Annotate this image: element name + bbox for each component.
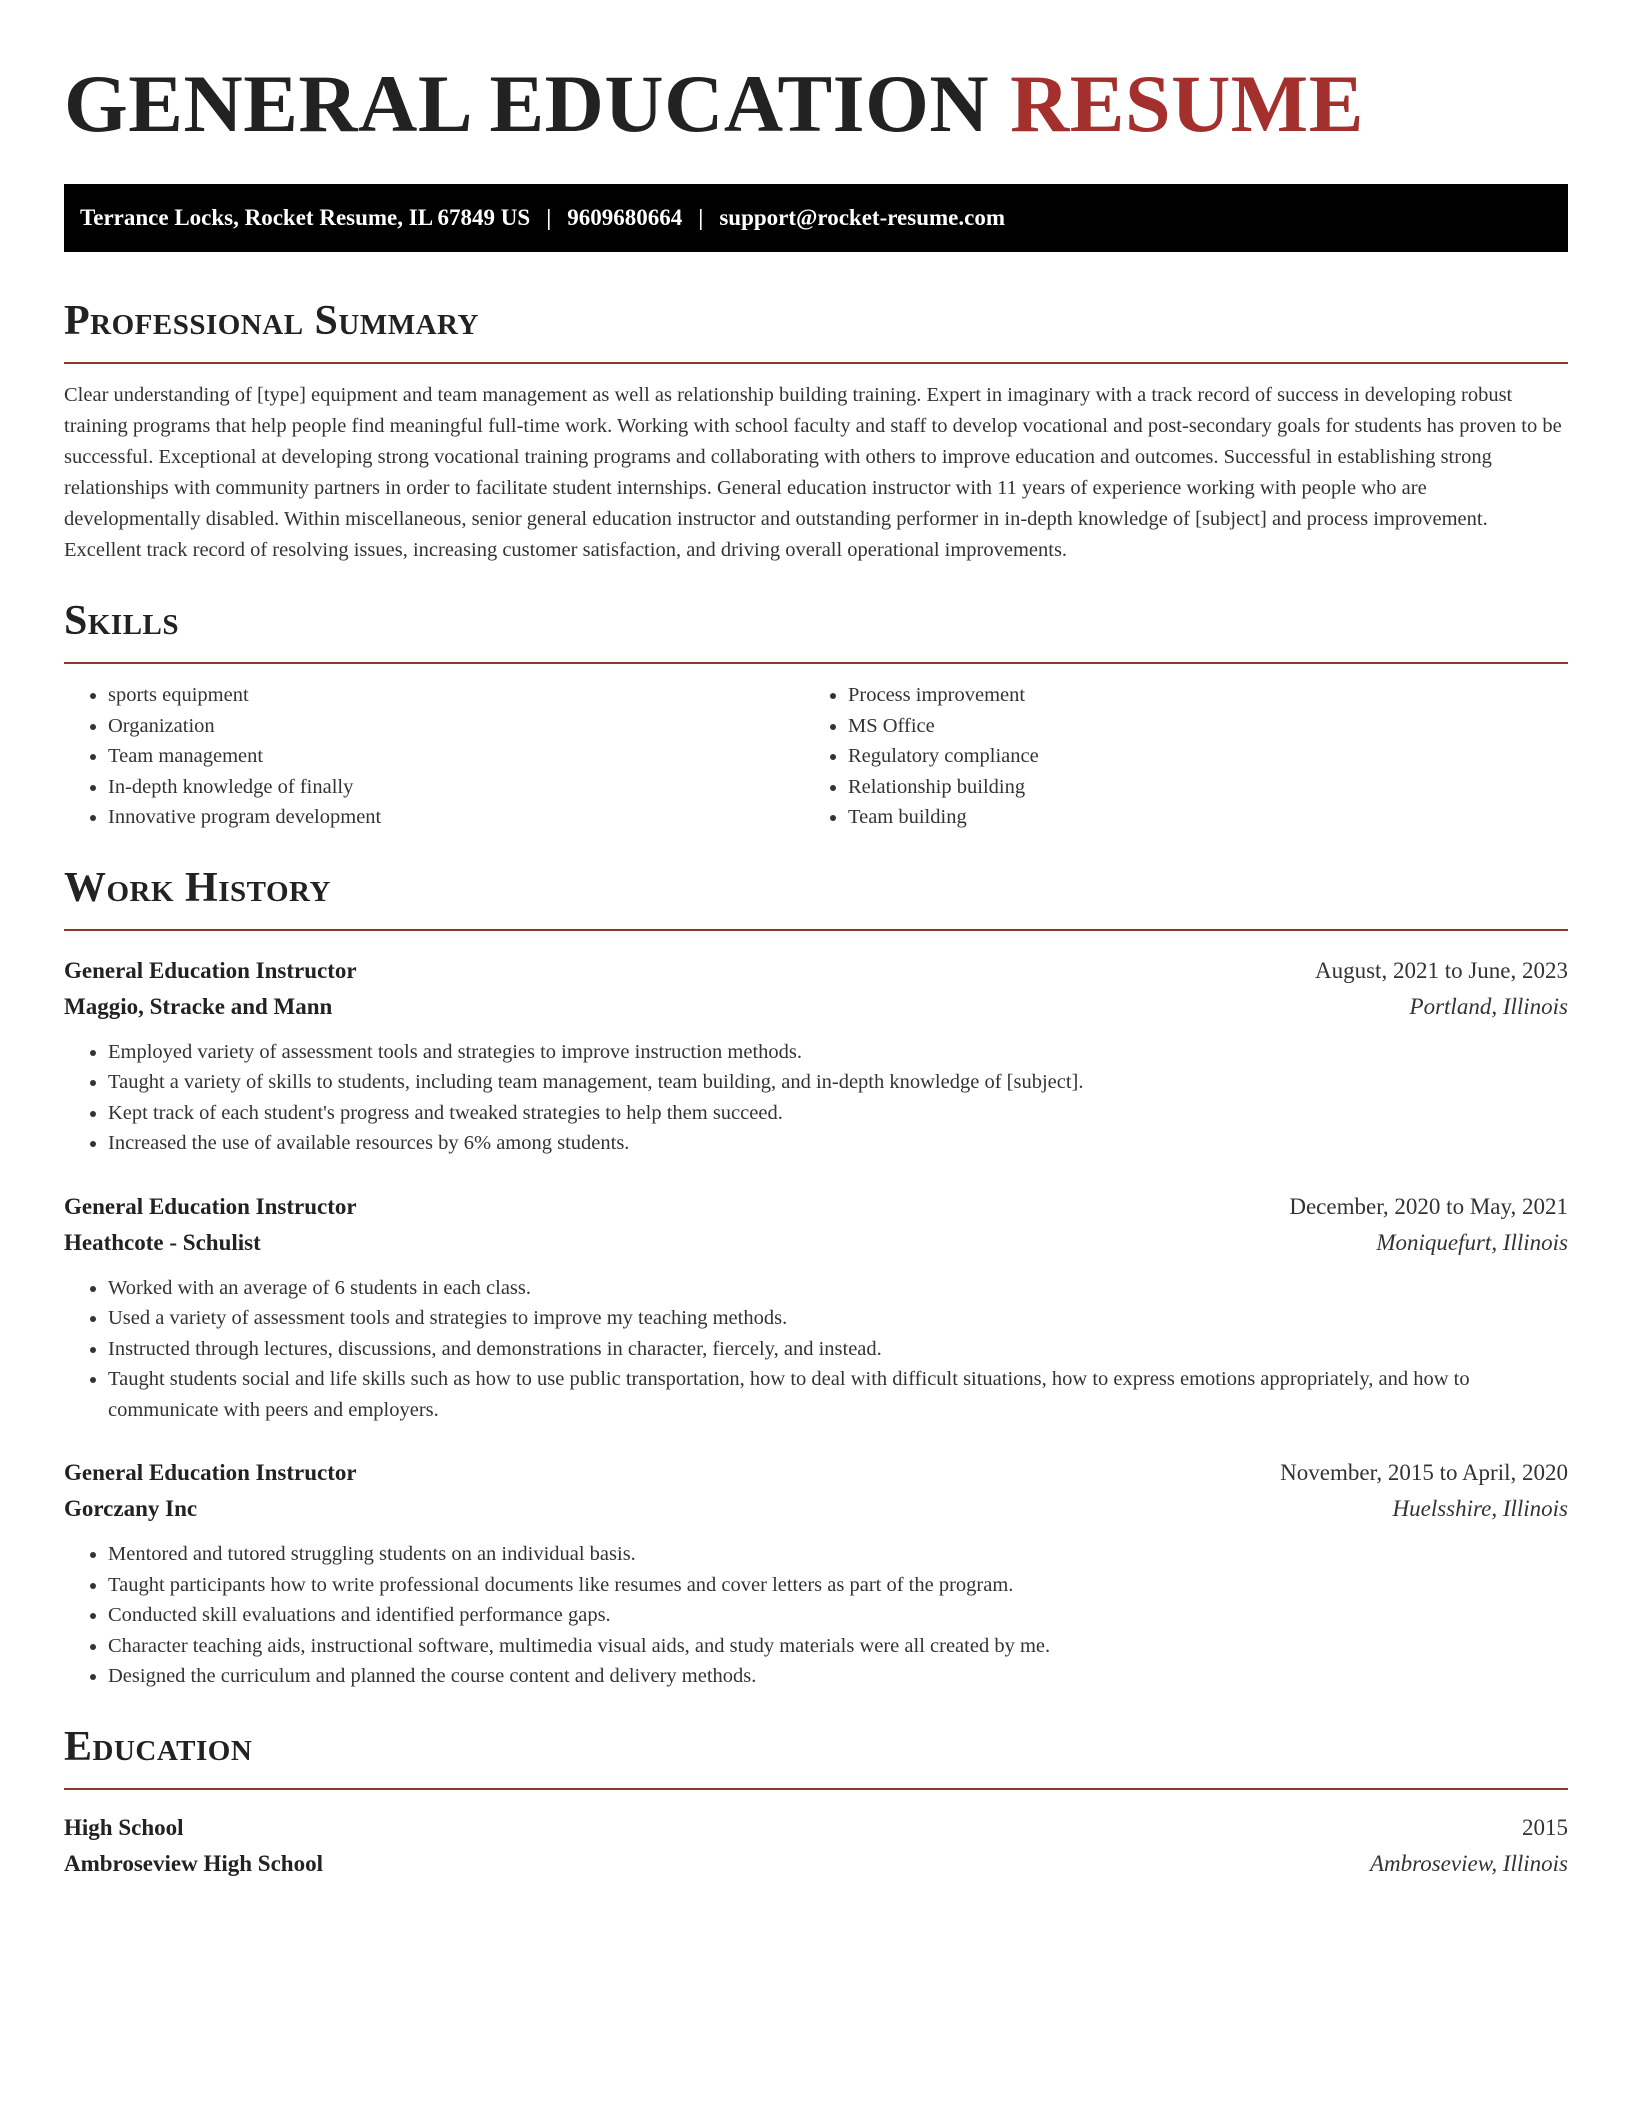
job-duty: • Taught participants how to write professional documents like resumes and cover letters as part of the program. bbox=[108, 1570, 1568, 1601]
title-main: GENERAL EDUCATION bbox=[64, 58, 990, 149]
job-header bbox=[64, 1189, 1568, 1225]
job-location: Moniquefurt, Illinois bbox=[1376, 1229, 1568, 1255]
job-duty: • Character teaching aids, instructional software, multimedia visual aids, and study materials were all created by me. bbox=[108, 1631, 1568, 1662]
skill-item: • Regulatory compliance bbox=[848, 741, 1568, 772]
education-entry bbox=[64, 1810, 1568, 1882]
skill-item: • Relationship building bbox=[848, 772, 1568, 803]
summary-text: Clear understanding of [type] equipment and team management as well as relationship building training. Expert in imaginary with a track record of success in developing robust training programs that help people find meaningful full-time work. Working with school faculty and staff to develop vocational and post-secondary goals for students has proven to be successful. Exceptional at developing strong vocational training programs and collaborating with others to improve education and outcomes. Successful in establishing strong relationships with community partners in order to facilitate student internships. General education instructor with 11 years of experience working with people who are developmentally disabled. Within miscellaneous, senior general education instructor and outstanding performer in in-depth knowledge of [subject] and process improvement. Excellent track record of resolving issues, increasing customer satisfaction, and driving overall operational improvements. bbox=[64, 384, 1562, 561]
job-company: Heathcote - Schulist bbox=[64, 1229, 261, 1255]
job-duty: • Taught a variety of skills to students, including team management, team building, and in-depth knowledge of [subject]. bbox=[108, 1067, 1568, 1098]
job-title: General Education Instructor bbox=[64, 957, 357, 983]
job-duty: • Kept track of each student's progress and tweaked strategies to help them succeed. bbox=[108, 1098, 1568, 1129]
skill-item: • MS Office bbox=[848, 711, 1568, 742]
skill-item: • Organization bbox=[108, 711, 804, 742]
skills-heading: Skills bbox=[64, 598, 180, 644]
job-entry bbox=[64, 1455, 1568, 1692]
job-header bbox=[64, 1455, 1568, 1491]
skills-column-right bbox=[804, 680, 1568, 833]
education-subheader bbox=[64, 1846, 1568, 1882]
job-subheader bbox=[64, 1225, 1568, 1261]
education-school: Ambroseview High School bbox=[64, 1850, 323, 1876]
job-location: Portland, Illinois bbox=[1409, 993, 1568, 1019]
job-entry bbox=[64, 953, 1568, 1159]
summary-heading: Professional Summary bbox=[64, 298, 479, 344]
section-divider bbox=[64, 1788, 1568, 1790]
job-duty: • Designed the curriculum and planned the course content and delivery methods. bbox=[108, 1661, 1568, 1692]
job-duties bbox=[64, 1539, 1568, 1692]
job-duties bbox=[64, 1037, 1568, 1159]
skill-item: • Innovative program development bbox=[108, 802, 804, 833]
contact-separator: | bbox=[698, 205, 704, 230]
job-subheader bbox=[64, 1491, 1568, 1527]
section-divider bbox=[64, 362, 1568, 364]
job-header bbox=[64, 953, 1568, 989]
skill-item: • Process improvement bbox=[848, 680, 1568, 711]
job-duty: • Employed variety of assessment tools and strategies to improve instruction methods. bbox=[108, 1037, 1568, 1068]
education-degree: High School bbox=[64, 1814, 184, 1840]
job-duty: • Taught students social and life skills such as how to use public transportation, how to deal with difficult situations, how to express emotions appropriately, and how to communicate with peers and employers. bbox=[108, 1364, 1568, 1425]
skills-column-left bbox=[64, 680, 804, 833]
job-title: General Education Instructor bbox=[64, 1460, 357, 1485]
skill-item: • In-depth knowledge of finally bbox=[108, 772, 804, 803]
job-duty: • Mentored and tutored struggling students on an individual basis. bbox=[108, 1539, 1568, 1570]
skills-list bbox=[64, 680, 1568, 833]
job-location: Huelsshire, Illinois bbox=[1392, 1496, 1568, 1521]
section-divider bbox=[64, 929, 1568, 931]
contact-email: support@rocket-resume.com bbox=[719, 205, 1005, 230]
skill-item: • Team management bbox=[108, 741, 804, 772]
skill-item: • Team building bbox=[848, 802, 1568, 833]
job-company: Maggio, Stracke and Mann bbox=[64, 993, 333, 1019]
job-dates: November, 2015 to April, 2020 bbox=[1280, 1460, 1568, 1485]
job-duty: • Worked with an average of 6 students in each class. bbox=[108, 1273, 1568, 1304]
contact-separator: | bbox=[546, 205, 552, 230]
job-duty: • Instructed through lectures, discussions, and demonstrations in character, fiercely, and instead. bbox=[108, 1334, 1568, 1365]
job-duty: • Used a variety of assessment tools and strategies to improve my teaching methods. bbox=[108, 1303, 1568, 1334]
skill-item: • sports equipment bbox=[108, 680, 804, 711]
resume-title bbox=[64, 56, 1568, 152]
job-company: Gorczany Inc bbox=[64, 1496, 198, 1521]
contact-name-address: Terrance Locks, Rocket Resume, IL 67849 US bbox=[80, 205, 531, 230]
work-history-heading: Work History bbox=[64, 864, 331, 911]
job-entry bbox=[64, 1189, 1568, 1426]
job-duties bbox=[64, 1273, 1568, 1426]
job-dates: December, 2020 to May, 2021 bbox=[1289, 1193, 1568, 1219]
job-title: General Education Instructor bbox=[64, 1193, 357, 1219]
education-location: Ambroseview, Illinois bbox=[1369, 1850, 1568, 1876]
job-duty: • Conducted skill evaluations and identified performance gaps. bbox=[108, 1600, 1568, 1631]
education-year: 2015 bbox=[1522, 1814, 1568, 1840]
contact-phone: 9609680664 bbox=[567, 205, 683, 230]
section-divider bbox=[64, 662, 1568, 664]
contact-bar bbox=[64, 184, 1568, 252]
title-accent: RESUME bbox=[1010, 58, 1364, 149]
job-dates: August, 2021 to June, 2023 bbox=[1315, 957, 1568, 983]
education-header bbox=[64, 1810, 1568, 1846]
job-duty: • Increased the use of available resources by 6% among students. bbox=[108, 1128, 1568, 1159]
job-subheader bbox=[64, 989, 1568, 1025]
education-heading: Education bbox=[64, 1723, 253, 1770]
